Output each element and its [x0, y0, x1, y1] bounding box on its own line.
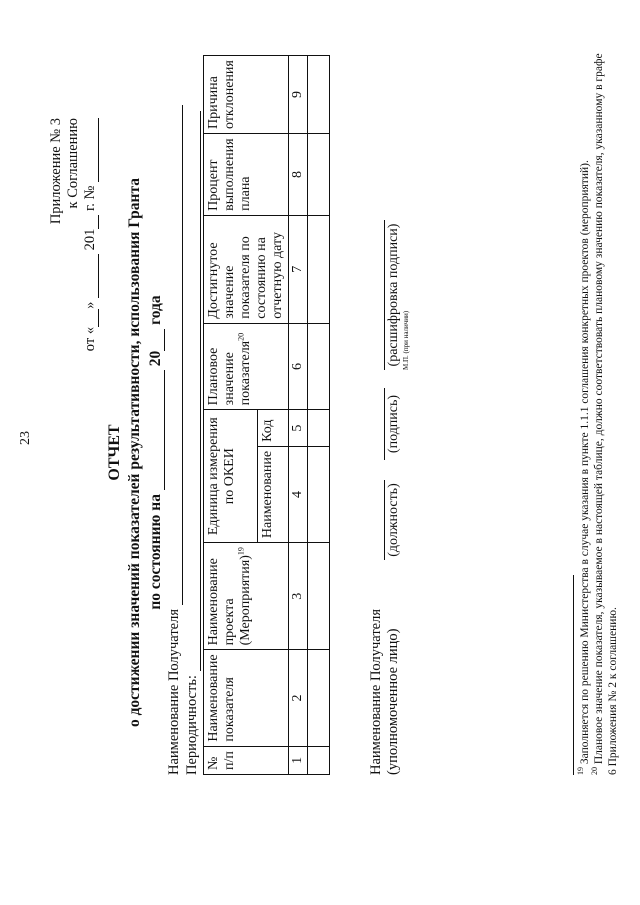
report-period	[147, 0, 165, 905]
table-cell	[308, 215, 330, 323]
table-cell	[308, 746, 330, 774]
table-cell	[308, 543, 330, 650]
indicators-table	[203, 55, 330, 775]
header-project-text: Наименование проекта (Мероприятия)	[206, 555, 253, 646]
table-row	[308, 56, 330, 775]
table-cell	[308, 410, 330, 447]
header-percent: Процент выполнения плана	[204, 134, 289, 216]
day-blank	[84, 309, 99, 327]
footnote-ref-19: 19	[236, 547, 246, 556]
footnote-separator	[573, 575, 574, 775]
position-caption: (должность)	[386, 483, 401, 557]
footnote-20	[592, 53, 606, 775]
footnote-text: Заполняется по решению Министерства в случае указания в пункте 1.1.1 соглашения конкретных проектов (мероприятий).	[579, 160, 591, 765]
header-project	[204, 543, 289, 650]
periodicity-line	[184, 111, 201, 775]
col-number: 7	[289, 215, 308, 323]
periodicity-label: Периодичность:	[184, 675, 200, 775]
table-cell	[308, 323, 330, 410]
col-number: 8	[289, 134, 308, 216]
col-number: 1	[289, 746, 308, 774]
date-quote: »	[82, 301, 98, 309]
report-subtitle: о достижении значений показателей результативности, использования Гранта	[126, 177, 143, 728]
signature-recipient-label: Наименование Получателя	[368, 608, 384, 775]
footnote-mark: 20	[590, 767, 600, 775]
position-line	[384, 480, 385, 560]
table-cell	[308, 56, 330, 134]
sign-line	[384, 388, 385, 460]
periodicity-blank	[186, 111, 201, 671]
footnote-mark: 19	[576, 767, 586, 775]
header-plan	[204, 323, 289, 410]
appendix-date-line	[82, 118, 99, 351]
col-number: 4	[289, 446, 308, 542]
footnote-19	[578, 160, 592, 775]
period-prefix: по состоянию на	[147, 494, 164, 610]
col-number: 5	[289, 410, 308, 447]
recipient-blank	[168, 105, 183, 605]
col-number: 6	[289, 323, 308, 410]
period-year: 20	[147, 350, 164, 367]
recipient-line	[166, 105, 183, 775]
appendix-block	[48, 118, 99, 351]
footnote-ref-20: 20	[236, 332, 246, 341]
recipient-label: Наименование Получателя	[166, 608, 182, 775]
sign-caption: (подпись)	[386, 394, 401, 454]
footnote-text: Плановое значение показателя, указываемое в настоящей таблице, должно соответствовать плановому значению показателя, указанному в графе	[593, 53, 605, 765]
date-prefix: от «	[82, 326, 98, 352]
table-cell	[308, 650, 330, 746]
header-num: № п/п	[204, 746, 289, 774]
appendix-title: Приложение № 3	[48, 118, 64, 225]
stamp-caption: М.П. (при наличии)	[402, 310, 410, 370]
period-year-blank	[150, 329, 165, 351]
period-blank	[150, 370, 165, 490]
number-label: г. №	[82, 185, 98, 212]
period-suffix: года	[147, 295, 164, 325]
decode-caption: (расшифровка подписи)	[386, 223, 401, 367]
header-indicator: Наименование показателя	[204, 650, 289, 746]
header-achieved: Достигнутое значение показателя по состоянию на отчетную дату	[204, 215, 289, 323]
table-header-row	[204, 56, 258, 775]
header-unit-name: Наименование	[258, 446, 289, 542]
header-plan-text: Плановое значение показателя	[206, 340, 253, 406]
appendix-agreement: к Соглашению	[65, 118, 81, 209]
header-unit: Единица измерения по ОКЕИ	[204, 410, 258, 543]
col-number: 3	[289, 543, 308, 650]
number-blank	[84, 118, 99, 182]
col-number: 2	[289, 650, 308, 746]
header-reason: Причина отклонения	[204, 56, 289, 134]
decode-line	[384, 220, 385, 370]
table-column-numbers-row	[289, 56, 308, 775]
year-blank	[84, 215, 99, 229]
table-cell	[308, 134, 330, 216]
report-heading: ОТЧЕТ	[106, 424, 123, 481]
signature-authorized-label: (уполномоченное лицо)	[385, 628, 401, 775]
col-number: 9	[289, 56, 308, 134]
footnote-20-continued: 6 Приложения № 2 к соглашению.	[607, 607, 619, 775]
month-blank	[84, 254, 99, 298]
page-number: 23	[18, 431, 33, 445]
header-unit-code: Код	[258, 410, 289, 447]
date-year: 201	[82, 228, 98, 251]
table-cell	[308, 446, 330, 542]
